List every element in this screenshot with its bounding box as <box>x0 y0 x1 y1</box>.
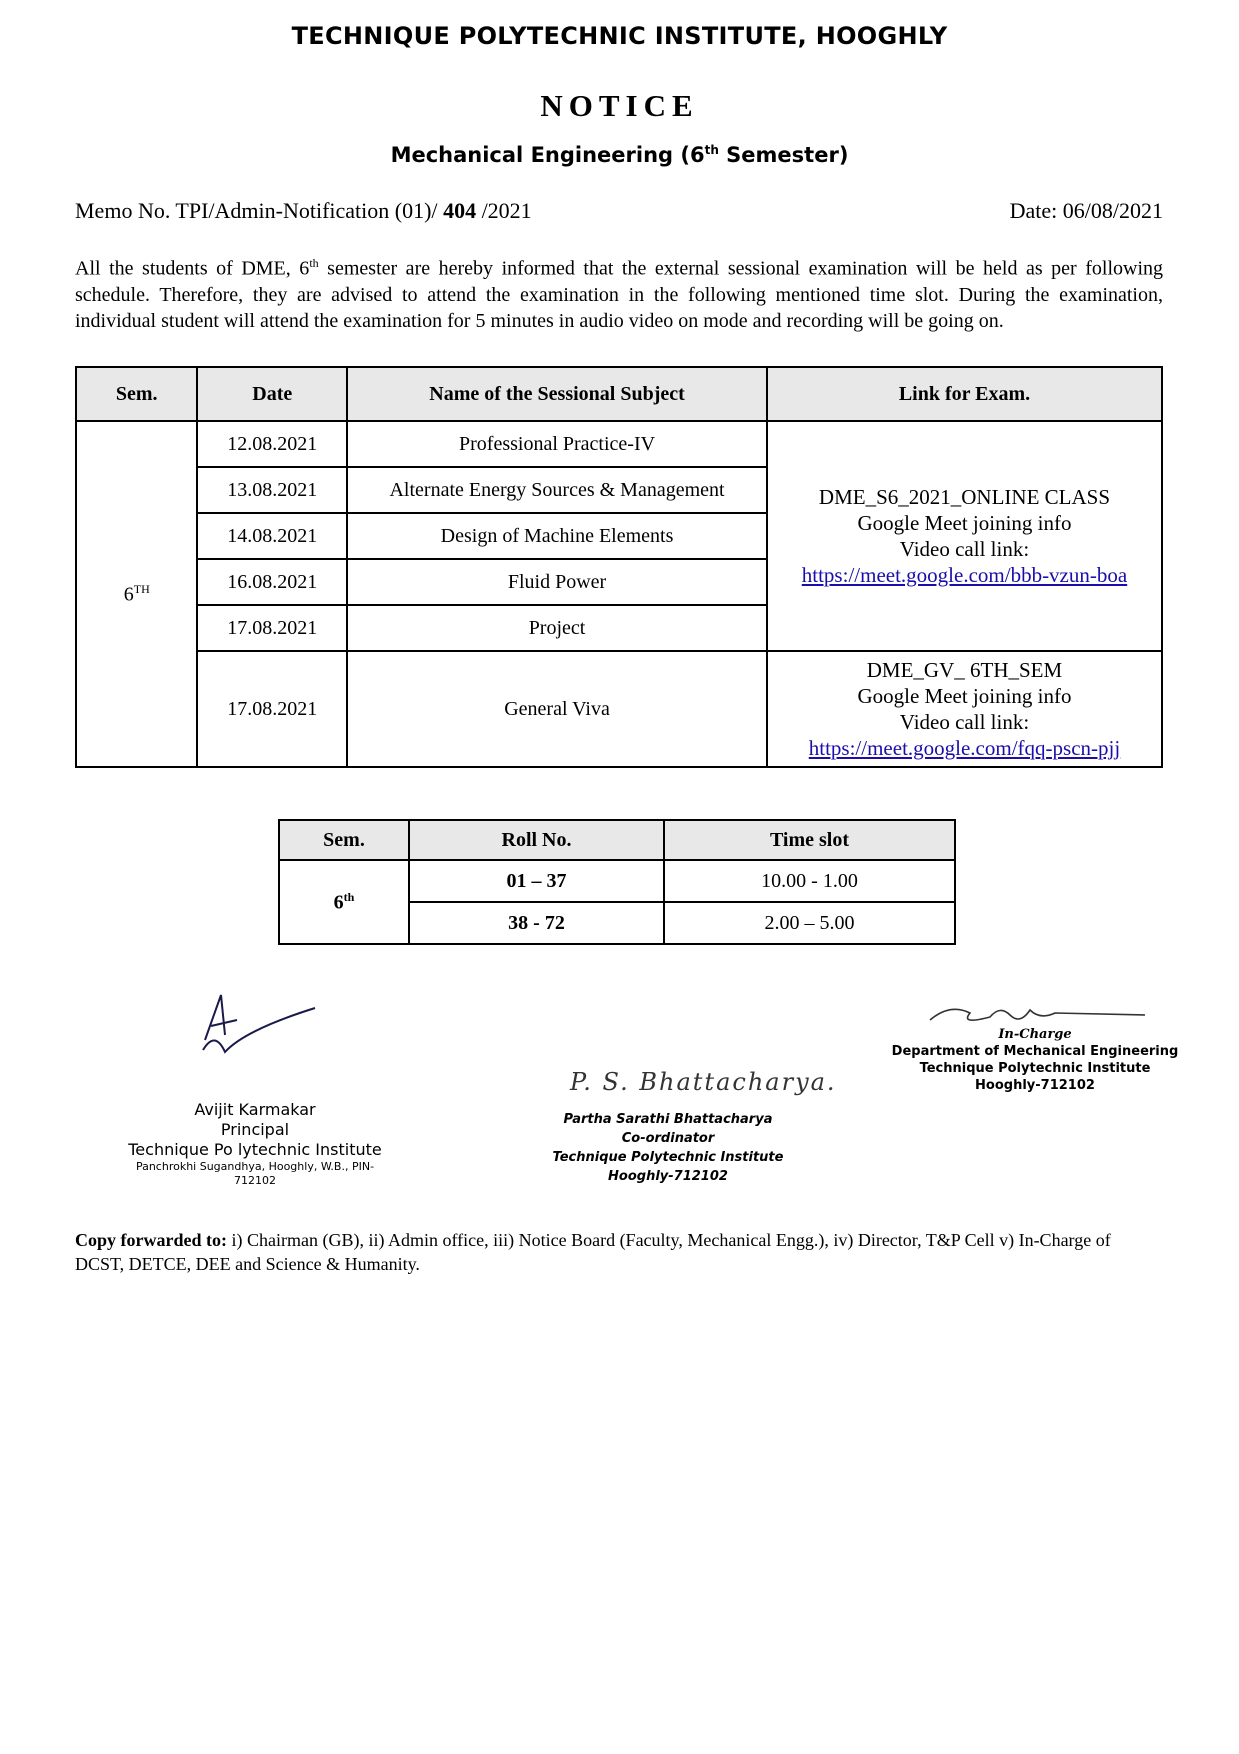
header-roll: Roll No. <box>409 820 664 860</box>
incharge-dept: Department of Mechanical Engineering <box>891 1044 1179 1059</box>
principal-block <box>115 1100 395 1188</box>
incharge-org: Technique Polytechnic Institute <box>919 1061 1151 1076</box>
header-timeslot: Time slot <box>664 820 955 860</box>
table-row <box>279 860 955 902</box>
intro-paragraph <box>75 250 1163 334</box>
intro-part2: semester are hereby informed that the external sessional examination will be held as per following schedule. Therefore, they are advised to attend the examination in the following mentioned time slot. During the examination, individual student will attend the examination for 5 minutes in audio video on mode and recording will be going on. <box>75 257 1164 332</box>
memo-no: 404 <box>443 198 477 223</box>
link-cell-online-class <box>767 421 1162 651</box>
link-call-label: Video call link: <box>899 710 1030 734</box>
intro-sup: th <box>309 256 319 270</box>
principal-org: Technique Po lytechnic Institute <box>128 1140 382 1159</box>
dept-sup: th <box>704 143 719 157</box>
table-row <box>76 651 1162 767</box>
meet-link-viva[interactable]: https://meet.google.com/fqq-pscn-pjj <box>808 736 1121 760</box>
sem-sup: TH <box>133 581 150 596</box>
header-sem: Sem. <box>279 820 409 860</box>
sem-sup: th <box>343 889 355 904</box>
principal-name: Avijit Karmakar <box>194 1100 316 1119</box>
memo-row <box>75 198 1163 224</box>
date-cell: 17.08.2021 <box>197 651 347 767</box>
coordinator-block <box>548 1110 788 1186</box>
date-cell: 12.08.2021 <box>197 421 347 467</box>
memo-prefix: Memo No. TPI/Admin-Notification (01)/ <box>75 198 444 223</box>
memo-suffix: /2021 <box>476 198 532 223</box>
table-row <box>76 421 1162 467</box>
coordinator-place: Hooghly-712102 <box>608 1169 728 1184</box>
sem-value: 6 <box>333 891 344 914</box>
date-cell: 14.08.2021 <box>197 513 347 559</box>
incharge-block <box>870 1026 1200 1094</box>
copy-label: Copy forwarded to: <box>75 1230 227 1250</box>
roll-cell: 38 - 72 <box>409 902 664 944</box>
subject-cell: Design of Machine Elements <box>347 513 767 559</box>
memo-number <box>75 198 532 224</box>
incharge-title: In-Charge <box>998 1027 1072 1042</box>
subject-cell: Alternate Energy Sources & Management <box>347 467 767 513</box>
coordinator-name: Partha Sarathi Bhattacharya <box>563 1112 773 1127</box>
header-date: Date <box>197 367 347 421</box>
date-cell: 16.08.2021 <box>197 559 347 605</box>
link-meeting-name: DME_GV_ 6TH_SEM <box>866 658 1063 682</box>
schedule-table <box>75 366 1163 768</box>
header-link: Link for Exam. <box>767 367 1162 421</box>
department-title <box>0 143 1239 167</box>
principal-title: Principal <box>220 1120 290 1139</box>
date-cell: 17.08.2021 <box>197 605 347 651</box>
link-meet-info: Google Meet joining info <box>857 511 1072 535</box>
subject-cell: General Viva <box>347 651 767 767</box>
dept-suffix: Semester) <box>718 143 849 167</box>
dept-prefix: Mechanical Engineering (6 <box>390 143 705 167</box>
notice-heading: NOTICE <box>540 88 699 123</box>
memo-date: Date: 06/08/2021 <box>1009 198 1163 223</box>
subject-cell: Project <box>347 605 767 651</box>
header-sem: Sem. <box>76 367 197 421</box>
time-cell: 2.00 – 5.00 <box>664 902 955 944</box>
subject-cell: Professional Practice-IV <box>347 421 767 467</box>
time-cell: 10.00 - 1.00 <box>664 860 955 902</box>
copy-forwarded <box>75 1228 1163 1276</box>
link-cell-viva <box>767 651 1162 767</box>
link-meet-info: Google Meet joining info <box>857 684 1072 708</box>
sem-value: 6 <box>123 583 134 606</box>
sem-cell <box>76 421 197 767</box>
schedule-header-row <box>76 367 1162 421</box>
link-call-label: Video call link: <box>899 537 1030 561</box>
subject-cell: Fluid Power <box>347 559 767 605</box>
link-meeting-name: DME_S6_2021_ONLINE CLASS <box>818 485 1111 509</box>
incharge-place: Hooghly-712102 <box>975 1078 1095 1093</box>
timeslot-header-row <box>279 820 955 860</box>
date-cell: 13.08.2021 <box>197 467 347 513</box>
principal-address: Panchrokhi Sugandhya, Hooghly, W.B., PIN-712102 <box>135 1160 375 1187</box>
roll-cell: 01 – 37 <box>409 860 664 902</box>
sem-cell <box>279 860 409 944</box>
copy-text: i) Chairman (GB), ii) Admin office, iii) Notice Board (Faculty, Mechanical Engg.), iv) Director, T&P Cell v) In-Charge of DCST, DETCE, DEE and Science & Humanity. <box>75 1230 1111 1274</box>
coordinator-title: Co-ordinator <box>621 1131 715 1146</box>
coordinator-handwritten-signature: P. S. Bhattacharya. <box>570 1068 837 1096</box>
intro-part1: All the students of DME, 6 <box>75 257 310 280</box>
timeslot-table <box>278 819 956 945</box>
principal-signature <box>185 990 325 1060</box>
header-subject: Name of the Sessional Subject <box>347 367 767 421</box>
coordinator-org: Technique Polytechnic Institute <box>552 1150 784 1165</box>
meet-link-online-class[interactable]: https://meet.google.com/bbb-vzun-boa <box>801 563 1128 587</box>
institute-title: TECHNIQUE POLYTECHNIC INSTITUTE, HOOGHLY <box>291 22 948 50</box>
